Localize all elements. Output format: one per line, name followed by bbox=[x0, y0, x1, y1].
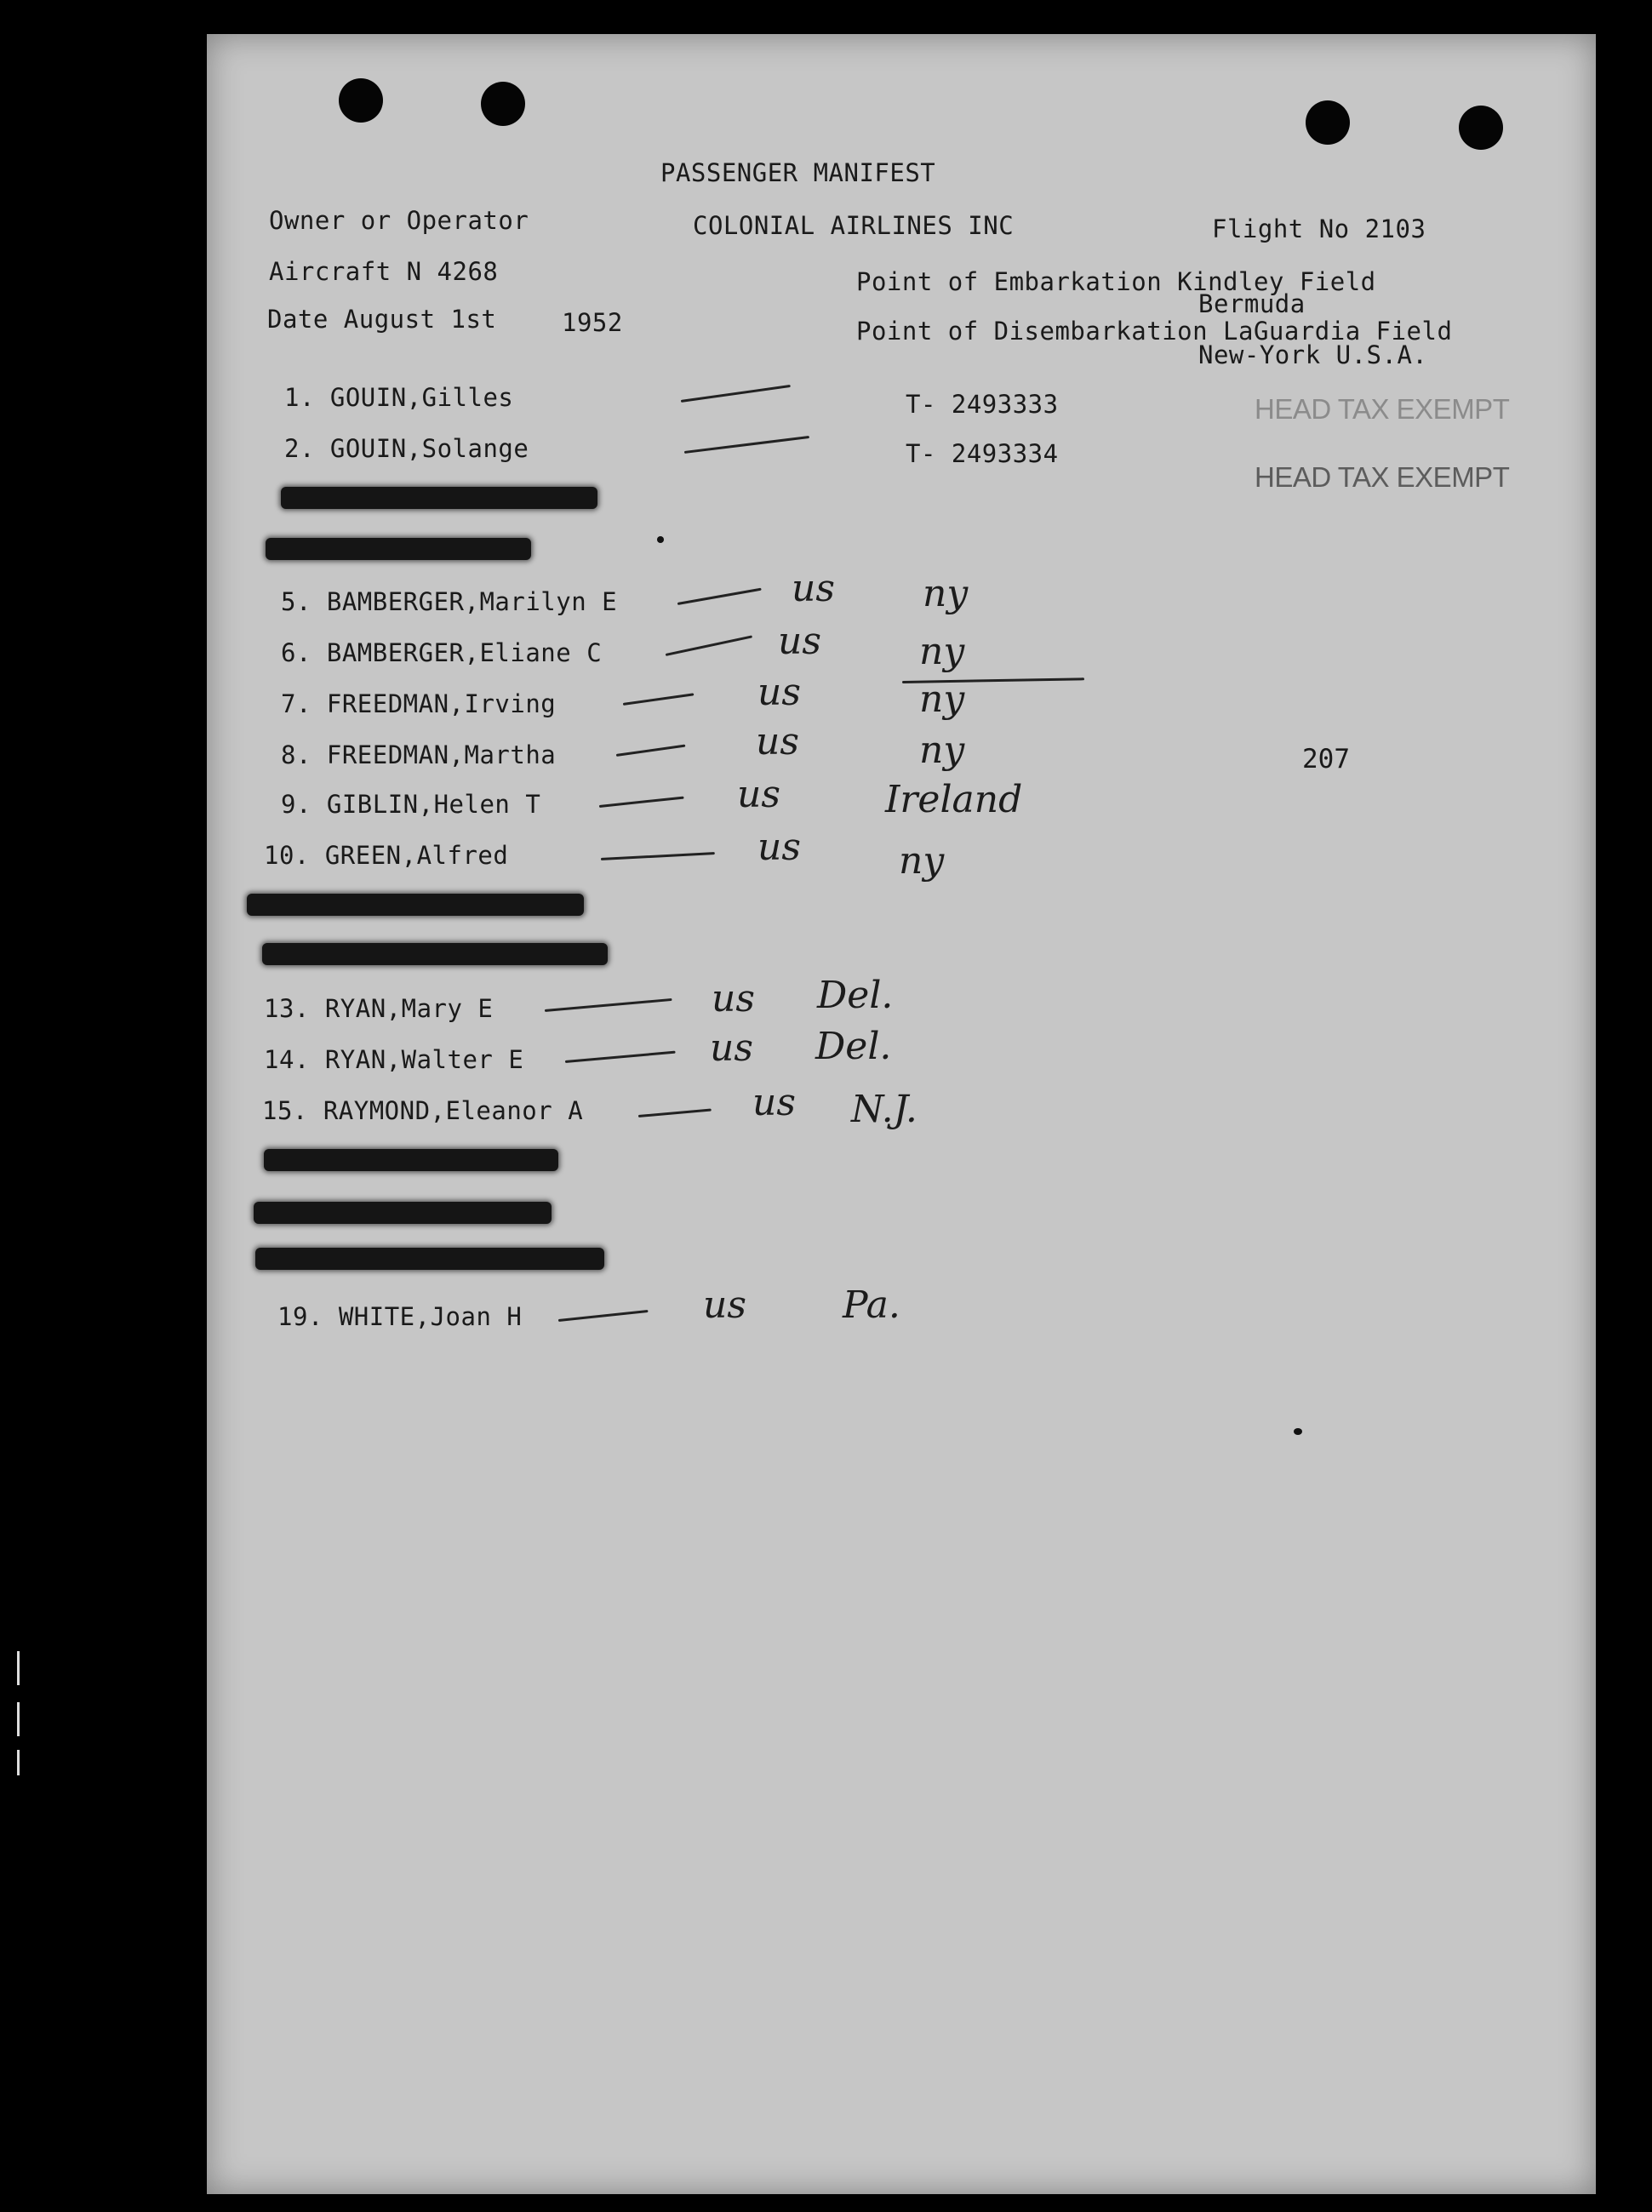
passenger-name: 15. RAYMOND,Eleanor A bbox=[262, 1096, 584, 1125]
redacted-entry bbox=[247, 894, 584, 916]
passenger-name: 14. RYAN,Walter E bbox=[264, 1045, 524, 1074]
passenger-name: 1. GOUIN,Gilles bbox=[284, 383, 514, 412]
citizenship-note: us bbox=[712, 977, 755, 1020]
redacted-entry bbox=[255, 1248, 604, 1270]
citizenship-note: us bbox=[778, 620, 821, 663]
head-tax-stamp: HEAD TAX EXEMPT bbox=[1255, 393, 1510, 425]
flight-number: Flight No 2103 bbox=[1212, 214, 1426, 243]
state-note: ny bbox=[899, 839, 945, 883]
redacted-entry bbox=[254, 1202, 552, 1224]
disembarkation-country: New-York U.S.A. bbox=[1198, 340, 1428, 369]
citizenship-note: us bbox=[752, 1081, 796, 1124]
film-edge-mark bbox=[17, 1651, 20, 1685]
passenger-name: 13. RYAN,Mary E bbox=[264, 994, 494, 1023]
disembarkation-point: Point of Disembarkation LaGuardia Field bbox=[856, 317, 1453, 346]
head-tax-stamp: HEAD TAX EXEMPT bbox=[1255, 461, 1510, 493]
punch-hole bbox=[339, 78, 383, 123]
state-note: ny bbox=[923, 572, 969, 615]
passenger-name: 7. FREEDMAN,Irving bbox=[281, 689, 557, 718]
state-note: ny bbox=[919, 630, 965, 673]
redacted-entry bbox=[266, 538, 531, 560]
state-note: Pa. bbox=[843, 1283, 900, 1327]
page-title: PASSENGER MANIFEST bbox=[660, 158, 936, 187]
owner-label: Owner or Operator bbox=[269, 206, 529, 235]
passenger-name: 2. GOUIN,Solange bbox=[284, 434, 529, 463]
citizenship-note: us bbox=[703, 1283, 746, 1327]
embarkation-point: Point of Embarkation Kindley Field bbox=[856, 267, 1376, 296]
film-edge-mark bbox=[17, 1750, 20, 1775]
state-note: N.J. bbox=[851, 1088, 917, 1131]
passenger-name: 5. BAMBERGER,Marilyn E bbox=[281, 587, 618, 616]
embarkation-country: Bermuda bbox=[1198, 289, 1306, 318]
redacted-entry bbox=[281, 487, 597, 509]
citizenship-note: us bbox=[757, 826, 801, 869]
state-note: ny bbox=[919, 677, 965, 721]
citizenship-note: us bbox=[792, 567, 835, 610]
state-note: Del. bbox=[817, 974, 894, 1017]
passenger-name: 9. GIBLIN,Helen T bbox=[281, 790, 541, 819]
ink-speck bbox=[657, 536, 664, 543]
state-note: ny bbox=[919, 729, 965, 772]
citizenship-note: us bbox=[756, 720, 799, 763]
aircraft-number: Aircraft N 4268 bbox=[269, 257, 499, 286]
date-label: Date August 1st bbox=[267, 305, 497, 334]
ink-speck bbox=[1294, 1428, 1302, 1435]
punch-hole bbox=[1306, 100, 1350, 145]
redacted-entry bbox=[262, 943, 608, 965]
passenger-name: 10. GREEN,Alfred bbox=[264, 841, 509, 870]
redacted-entry bbox=[264, 1149, 558, 1171]
punch-hole bbox=[481, 82, 525, 126]
date-year: 1952 bbox=[562, 308, 623, 337]
punch-hole bbox=[1459, 106, 1503, 150]
state-note: Del. bbox=[815, 1025, 892, 1068]
ticket-number: T- 2493333 bbox=[906, 390, 1059, 419]
state-note: Ireland bbox=[885, 778, 1023, 821]
passenger-name: 8. FREEDMAN,Martha bbox=[281, 740, 557, 769]
citizenship-note: us bbox=[710, 1026, 753, 1070]
operator-name: COLONIAL AIRLINES INC bbox=[693, 211, 1015, 240]
passenger-name: 6. BAMBERGER,Eliane C bbox=[281, 638, 603, 667]
ticket-number: T- 2493334 bbox=[906, 439, 1059, 468]
page-number: 207 bbox=[1302, 744, 1350, 774]
citizenship-note: us bbox=[737, 773, 780, 816]
film-edge-mark bbox=[17, 1702, 20, 1736]
passenger-name: 19. WHITE,Joan H bbox=[277, 1302, 523, 1331]
citizenship-note: us bbox=[757, 671, 801, 714]
